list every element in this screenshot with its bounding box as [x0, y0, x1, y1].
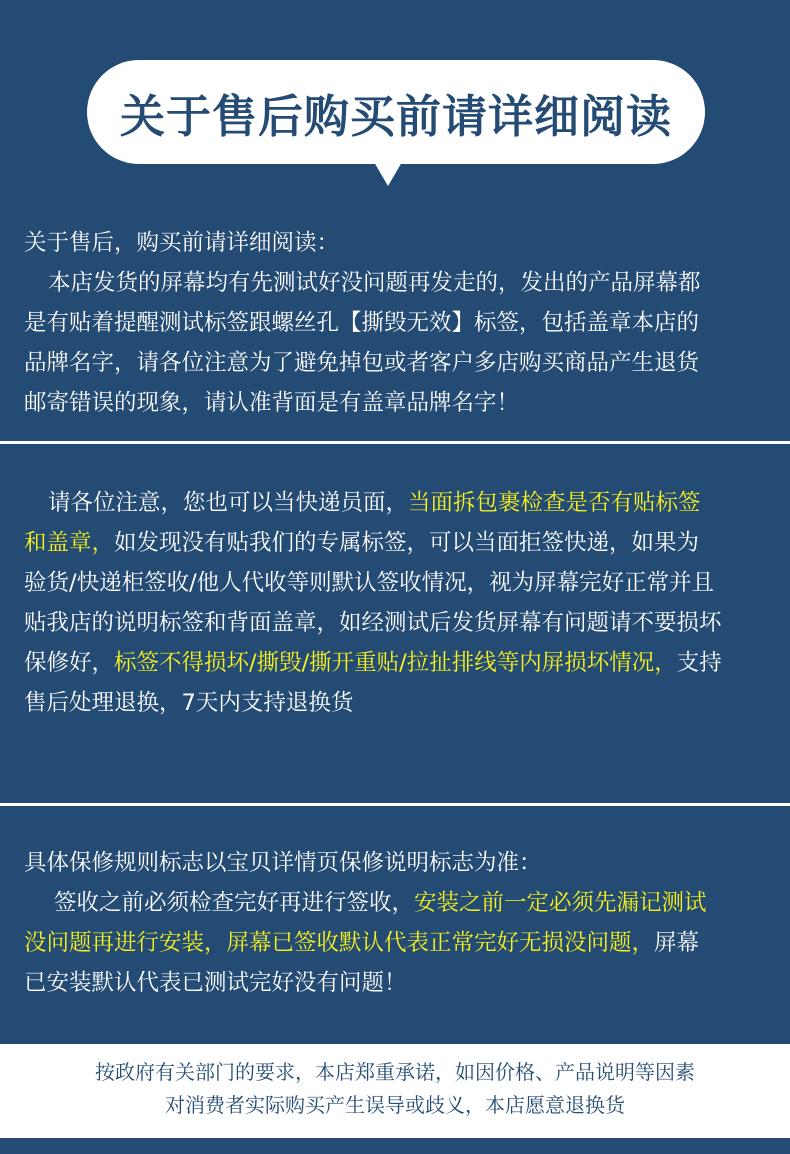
section3-line-1-text: 签收之前必须检查完好再进行签收，: [54, 890, 415, 916]
section-inspection-notice: [24, 483, 772, 723]
section2-line-2: [24, 523, 772, 563]
section1-line-2: 是有贴着提醒测试标签跟螺丝孔【撕毁无效】标签，包括盖章本店的: [24, 310, 700, 336]
divider-2: [0, 803, 790, 806]
section3-line-2-highlight: 没问题再进行安装，屏幕已签收默认代表正常完好无损没问题，: [24, 930, 655, 956]
divider-1: [0, 441, 790, 444]
section2-line-1-text: 请各位注意，您也可以当快递员面，: [48, 490, 409, 516]
section1-line-3: 品牌名字，请各位注意为了避免掉包或者客户多店购买商品产生退货: [24, 350, 700, 376]
section2-line-2-highlight: 和盖章，: [24, 530, 115, 556]
section3-heading: 具体保修规则标志以宝贝详情页保修说明标志为准：: [24, 850, 542, 876]
bubble-tail: [374, 162, 402, 186]
section2-line-6: 售后处理退换，7天内支持退换货: [24, 690, 354, 716]
footer-line-2: 对消费者实际购买产生误导或歧义，本店愿意退换货: [165, 1093, 625, 1117]
section3-line-3: 已安装默认代表已测试完好没有问题！: [24, 970, 407, 996]
footer-line-1: 按政府有关部门的要求，本店郑重承诺，如因价格、产品说明等因素: [95, 1060, 695, 1084]
section1-line-4: 邮寄错误的现象，请认准背面是有盖章品牌名字！: [24, 390, 520, 416]
footer-notice: [0, 1044, 790, 1138]
section-warranty-rules: [24, 843, 772, 1003]
section2-line-5: [24, 643, 772, 683]
section2-line-3: 验货/快递柜签收/他人代收等则默认签收情况，视为屏幕完好正常并且: [24, 570, 715, 596]
section3-line-1-highlight: 安装之前一定必须先漏记测试: [414, 890, 707, 916]
section1-line-1: 本店发货的屏幕均有先测试好没问题再发走的，发出的产品屏幕都: [48, 270, 701, 296]
section2-line-1-highlight: 当面拆包裹检查是否有贴标签: [408, 490, 701, 516]
section3-line-2: [24, 923, 772, 963]
section2-line-4: 贴我店的说明标签和背面盖章，如经测试后发货屏幕有问题请不要损坏: [24, 610, 722, 636]
section2-line-2-text: 如发现没有贴我们的专属标签，可以当面拒签快递，如果为: [114, 530, 700, 556]
section2-line-1: [24, 483, 772, 523]
page-title: 关于售后购买前请详细阅读: [119, 89, 672, 143]
section3-line-2-tail: 屏幕: [654, 930, 700, 956]
section2-line-5-tail: 支持: [676, 650, 722, 676]
section-after-sales-intro: [24, 223, 772, 423]
section3-line-1: [24, 883, 772, 923]
section1-heading: 关于售后，购买前请详细阅读：: [24, 230, 340, 256]
title-bubble: [87, 60, 705, 164]
section2-line-5-highlight: 标签不得损坏/撕毁/撕开重贴/拉扯排线等内屏损坏情况，: [114, 650, 677, 676]
section2-line-5-text: 保修好，: [24, 650, 115, 676]
